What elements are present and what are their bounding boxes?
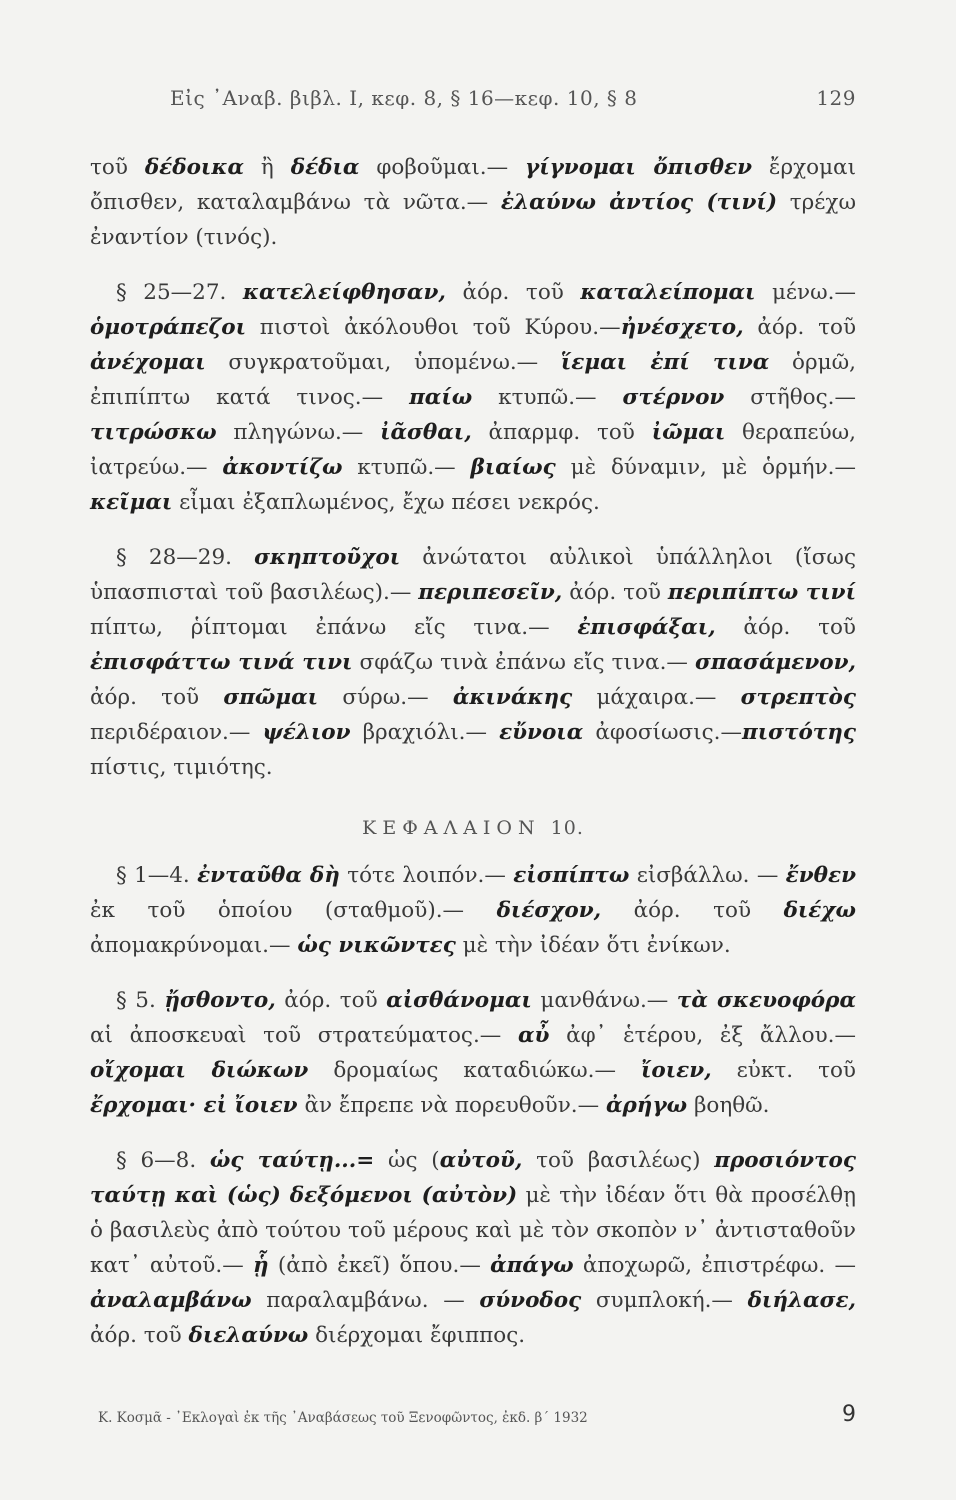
gloss-text: θεραπεύω, ἰατρεύω.— [90, 420, 856, 480]
gloss-text: ἀπαρμφ. τοῦ [471, 420, 652, 445]
lemma-term: τιτρώσκω [90, 420, 217, 445]
lemma-term: ἐπισφάξαι, [577, 615, 716, 640]
gloss-text: ἀφοσίωσις.— [583, 720, 742, 745]
lemma-term: στρεπτὸς [740, 685, 856, 710]
lemma-term: ἴοιεν, [641, 1058, 712, 1083]
paragraph-section-25-27 [90, 275, 856, 520]
lemma-term: ἵεμαι ἐπί τινα [560, 350, 770, 375]
gloss-text: πληγώνω.— [216, 420, 381, 445]
gloss-text: ἀπομακρύνομαι.— [90, 933, 298, 958]
lemma-term: περιπεσεῖν, [418, 580, 563, 605]
lemma-term: ἐνταῦθα δὴ [197, 863, 340, 888]
lemma-term: στέρνον [622, 385, 725, 410]
lemma-term: ἰᾶσθαι, [380, 420, 472, 445]
gloss-text: εὐκτ. τοῦ [711, 1058, 856, 1083]
lemma-term: ὡς νικῶντες [297, 933, 456, 958]
gloss-text: ἀφ᾽ ἑτέρου, ἐξ ἄλλου.— [549, 1023, 856, 1048]
paragraph-section-5 [90, 983, 856, 1123]
gloss-text: κτυπῶ.— [472, 385, 623, 410]
lemma-term: ἀναλαμβάνω [90, 1288, 252, 1313]
gloss-text: ἀόρ. τοῦ [562, 580, 668, 605]
gloss-text: ὁρμῶ, ἐπιπίπτω κατά τινος.— [90, 350, 856, 410]
lemma-term: ἐλαύνω ἀντίος (τινί) [500, 190, 777, 215]
gloss-text: πίπτω, ῥίπτομαι ἐπάνω εἴς τινα.— [90, 615, 578, 640]
lemma-term: περιπίπτω τινί [667, 580, 856, 605]
lemma-term: εἰσπίπτω [513, 863, 630, 888]
lemma-term: ἠνέσχετο, [620, 315, 744, 340]
paragraph-section-6-8 [90, 1143, 856, 1353]
lemma-term: αὖ [517, 1023, 550, 1048]
gloss-text: ἔρχομαι ὄπισθεν, καταλαμβάνω τὰ νῶτα.— [90, 155, 856, 215]
gloss-text: περιδέραιον.— [90, 720, 263, 745]
gloss-text: ἀνώτατοι αὐλικοὶ ὑπάλληλοι (ἴσως ὑπασπισταὶ τοῦ βασιλέως).— [90, 545, 856, 605]
gloss-text: μένω.— [755, 280, 856, 305]
gloss-text: (ἀπὸ ἐκεῖ) ὅπου.— [268, 1253, 491, 1278]
gloss-text: πιστοὶ ἀκόλουθοι τοῦ Κύρου.— [246, 315, 621, 340]
lemma-term: ἀπάγω [490, 1253, 574, 1278]
lemma-term: τὰ σκευοφόρα [676, 988, 856, 1013]
gloss-text: ἀόρ. τοῦ [715, 615, 857, 640]
gloss-text: ὡς ( [374, 1148, 440, 1173]
lemma-term: ἀκοντίζω [222, 455, 343, 480]
lemma-term: ἔνθεν [785, 863, 856, 888]
lemma-term: ᾔσθοντο, [164, 988, 276, 1013]
gloss-text: τοῦ [90, 155, 145, 180]
lemma-term: διέσχον, [496, 898, 602, 923]
paragraph-section-28-29 [90, 540, 856, 785]
lemma-term: σπῶμαι [223, 685, 319, 710]
lemma-term: πιστότης [741, 720, 856, 745]
gloss-text: § 28—29. [116, 545, 255, 570]
gloss-text: αἱ ἀποσκευαὶ τοῦ στρατεύματος.— [90, 1023, 518, 1048]
lemma-term: γίγνομαι ὄπισθεν [525, 155, 752, 180]
gloss-text: ἀόρ. τοῦ [743, 315, 857, 340]
gloss-text: συμπλοκή.— [581, 1288, 748, 1313]
chapter-number: 10. [550, 817, 584, 839]
lemma-term: ἀκινάκης [452, 685, 573, 710]
lemma-term: δέδια [290, 155, 360, 180]
gloss-text: πίστις, τιμιότης. [90, 755, 273, 780]
paragraph-intro [90, 150, 856, 255]
lemma-term: ἀνέχομαι [90, 350, 206, 375]
lemma-term: εὔνοια [499, 720, 584, 745]
lemma-term: παίω [409, 385, 473, 410]
gloss-text: § 6—8. [116, 1148, 210, 1173]
gloss-text: ἀόρ. τοῦ [90, 685, 224, 710]
lemma-term: ἐπισφάττω τινά τινι [90, 650, 353, 675]
lemma-term: ἔρχομαι· εἰ ἴοιεν [90, 1093, 298, 1118]
lemma-term: κατελείφθησαν, [242, 280, 446, 305]
signature-mark: 9 [842, 1402, 856, 1427]
lemma-term: ἰῶμαι [651, 420, 726, 445]
lemma-term: ὡς ταύτῃ...= [209, 1148, 375, 1173]
gloss-text: τρέχω ἐναντίον (τινός). [90, 190, 856, 250]
page-number: 129 [816, 86, 856, 110]
lemma-term: διελαύνω [188, 1323, 309, 1348]
lemma-term: ψέλιον [262, 720, 351, 745]
gloss-text: διέρχομαι ἔφιππος. [308, 1323, 526, 1348]
gloss-text: ἀόρ. τοῦ [275, 988, 387, 1013]
gloss-text: μάχαιρα.— [572, 685, 741, 710]
gloss-text: παραλαμβάνω. — [251, 1288, 480, 1313]
gloss-text: μανθάνω.— [531, 988, 677, 1013]
lemma-term: ὁμοτράπεζοι [90, 315, 247, 340]
lemma-term: ᾗ [253, 1253, 269, 1278]
gloss-text: βοηθῶ. [687, 1093, 770, 1118]
gloss-text: ἢ [244, 155, 291, 180]
gloss-text: ἀόρ. τοῦ [601, 898, 784, 923]
gloss-text: σύρω.— [318, 685, 453, 710]
gloss-text: μὲ δύναμιν, μὲ ὁρμήν.— [555, 455, 856, 480]
page-body [90, 150, 856, 1353]
lemma-term: διέχω [783, 898, 856, 923]
lemma-term: σύνοδος [479, 1288, 582, 1313]
running-title: Εἰς ᾽Αναβ. βιβλ. Ι, κεφ. 8, § 16—κεφ. 10, § 8 [170, 86, 638, 110]
lemma-term: σκηπτοῦχοι [254, 545, 401, 570]
lemma-term: καταλείπομαι [580, 280, 756, 305]
page-header [90, 86, 856, 126]
gloss-text: ἂν ἔπρεπε νὰ πορευθοῦν.— [297, 1093, 606, 1118]
lemma-term: κεῖμαι [90, 490, 173, 515]
lemma-term: δέδοικα [144, 155, 244, 180]
gloss-text: συγκρατοῦμαι, ὑπομένω.— [205, 350, 561, 375]
gloss-text: φοβοῦμαι.— [359, 155, 526, 180]
gloss-text: τοῦ βασιλέως) [522, 1148, 715, 1173]
gloss-text: § 5. [116, 988, 165, 1013]
chapter-heading [90, 811, 856, 846]
gloss-text: ἐκ τοῦ ὁποίου (σταθμοῦ).— [90, 898, 497, 923]
lemma-term: αὐτοῦ, [439, 1148, 523, 1173]
lemma-term: διήλασε, [747, 1288, 856, 1313]
lemma-term: προσιόντος ταύτῃ καὶ (ὡς) δεξόμενοι (αὐτὸν) [90, 1148, 856, 1208]
lemma-term: οἴχομαι διώκων [90, 1058, 309, 1083]
gloss-text: ἀόρ. τοῦ [445, 280, 581, 305]
gloss-text: ἀόρ. τοῦ [90, 1323, 189, 1348]
gloss-text: μὲ τὴν ἰδέαν ὅτι ἐνίκων. [455, 933, 731, 958]
gloss-text: ἀποχωρῶ, ἐπιστρέφω. — [573, 1253, 856, 1278]
lemma-term: βιαίως [470, 455, 556, 480]
lemma-term: αἰσθάνομαι [386, 988, 532, 1013]
lemma-term: σπασάμενον, [695, 650, 856, 675]
gloss-text: τότε λοιπόν.— [339, 863, 514, 888]
footer-citation: Κ. Κοσμᾶ - ᾽Εκλογαὶ ἐκ τῆς ᾽Αναβάσεως τοῦ Ξενοφῶντος, ἐκδ. β´ 1932 [98, 1410, 588, 1426]
gloss-text: δρομαίως καταδιώκω.— [308, 1058, 642, 1083]
gloss-text: στῆθος.— [724, 385, 856, 410]
gloss-text: § 25—27. [116, 280, 243, 305]
gloss-text: § 1—4. [116, 863, 198, 888]
paragraph-section-1-4 [90, 858, 856, 963]
gloss-text: σφάζω τινὰ ἐπάνω εἴς τινα.— [352, 650, 695, 675]
page-footer [98, 1402, 856, 1427]
gloss-text: μὲ τὴν ἰδέαν ὅτι θὰ προσέλθῃ ὁ βασιλεὺς ἀπὸ τούτου τοῦ μέρους καὶ μὲ τὸν σκοπὸν ν᾽ ἀντισταθοῦν κατ᾽ αὐτοῦ.— [90, 1183, 856, 1278]
gloss-text: εἰσβάλλω. — [629, 863, 786, 888]
gloss-text: βραχιόλι.— [350, 720, 500, 745]
lemma-term: ἀρήγω [605, 1093, 688, 1118]
gloss-text: κτυπῶ.— [342, 455, 471, 480]
chapter-word: ΚΕΦΑΛΑΙΟΝ [362, 817, 541, 839]
gloss-text: εἶμαι ἐξαπλωμένος, ἔχω πέσει νεκρός. [172, 490, 600, 515]
